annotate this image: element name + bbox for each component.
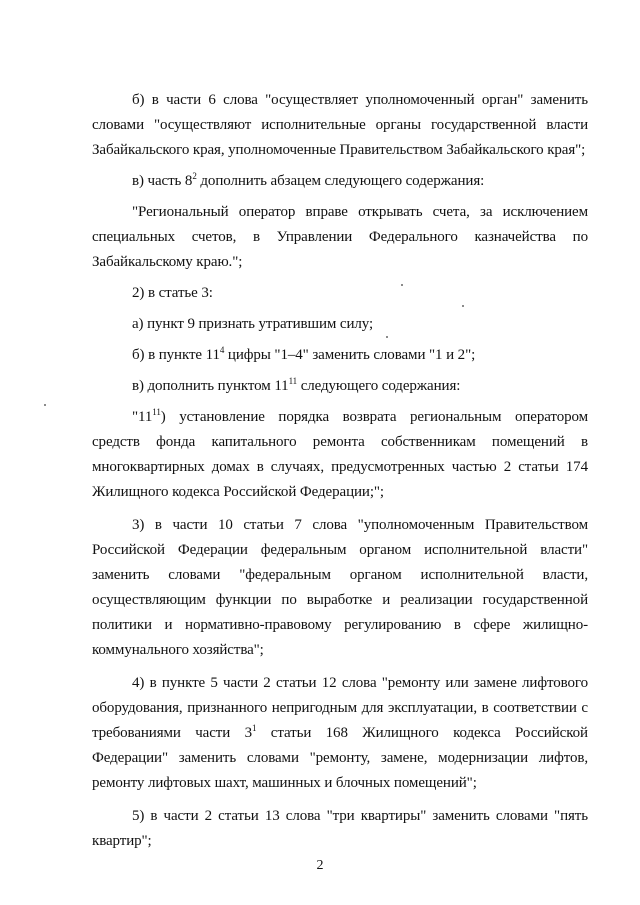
paragraph-text-after: дополнить абзацем следующего содержания: bbox=[196, 173, 485, 189]
paragraph-5-article-13: 5) в части 2 статьи 13 слова "три квартиры" заменить словами "пять квартир"; bbox=[92, 808, 588, 849]
paragraph-text-after: статьи 168 Жилищного кодекса Российской Федерации" заменить словами "ремонту, замене, модернизации лифтов, ремонту лифтовых шахт, машинных и блочных помещений"; bbox=[92, 725, 588, 791]
paragraph-text-before: б) в пункте 11 bbox=[132, 347, 220, 363]
paragraph-text-after: ) установление порядка возврата региональным оператором средств фонда капитального ремонта собственникам помещений в многоквартирных домах в случаях, предусмотренных частью 2 статьи 174 Жилищного кодекса Российской Федерации;"; bbox=[92, 409, 588, 500]
paragraph-text-after: цифры "1–4" заменить словами "1 и 2"; bbox=[224, 347, 476, 363]
scan-speck bbox=[462, 305, 464, 307]
paragraph-text-after: следующего содержания: bbox=[297, 378, 461, 394]
superscript: 4 bbox=[219, 345, 225, 355]
paragraph-v-part-8-2 bbox=[92, 169, 588, 194]
paragraph-text-before: 4) в пункте 5 части 2 статьи 12 слова "ремонту или замене лифтового оборудования, признанного непригодным для эксплуатации, в соответствии с требованиями части 3 bbox=[92, 675, 588, 741]
scan-speck bbox=[386, 336, 388, 338]
superscript: 1 bbox=[251, 723, 257, 733]
superscript: 11 bbox=[152, 407, 161, 417]
paragraph-quoted-operator-accounts: "Региональный оператор вправе открывать счета, за исключением специальных счетов, в Управлении Федерального казначейства по Забайкальскому краю."; bbox=[92, 204, 588, 270]
scan-speck bbox=[44, 404, 46, 406]
page-number: 2 bbox=[316, 858, 324, 873]
paragraph-article-3: 2) в статье 3: bbox=[132, 285, 213, 301]
paragraph-b-part-6: б) в части 6 слова "осуществляет уполномоченный орган" заменить словами "осуществляют исполнительные органы государственной власти Забайкальского края, уполномоченные Правительством Забайкальского края"; bbox=[92, 92, 588, 158]
paragraph-a-point-9: а) пункт 9 признать утратившим силу; bbox=[132, 316, 374, 332]
scan-speck bbox=[401, 284, 403, 286]
paragraph-3-article-7: 3) в части 10 статьи 7 слова "уполномоченным Правительством Российской Федерации федеральным органом исполнительной власти" заменить словами "федеральным органом исполнительной власти, осуществляющим функции по выработке и реализации государственной политики и нормативно-правовому регулированию в сфере жилищно-коммунального хозяйства"; bbox=[92, 517, 588, 658]
paragraph-quoted-11-11 bbox=[92, 405, 588, 505]
paragraph-text-before: в) дополнить пунктом 11 bbox=[132, 378, 289, 394]
paragraph-text-before: в) часть 8 bbox=[132, 173, 193, 189]
paragraph-4-article-12 bbox=[92, 671, 588, 796]
paragraph-text-before: "11 bbox=[132, 409, 153, 425]
document-body bbox=[92, 88, 588, 860]
paragraph-v-point-11-11 bbox=[92, 374, 588, 399]
superscript: 2 bbox=[192, 171, 197, 181]
paragraph-b-point-11-4 bbox=[92, 343, 588, 368]
superscript: 11 bbox=[288, 376, 298, 386]
